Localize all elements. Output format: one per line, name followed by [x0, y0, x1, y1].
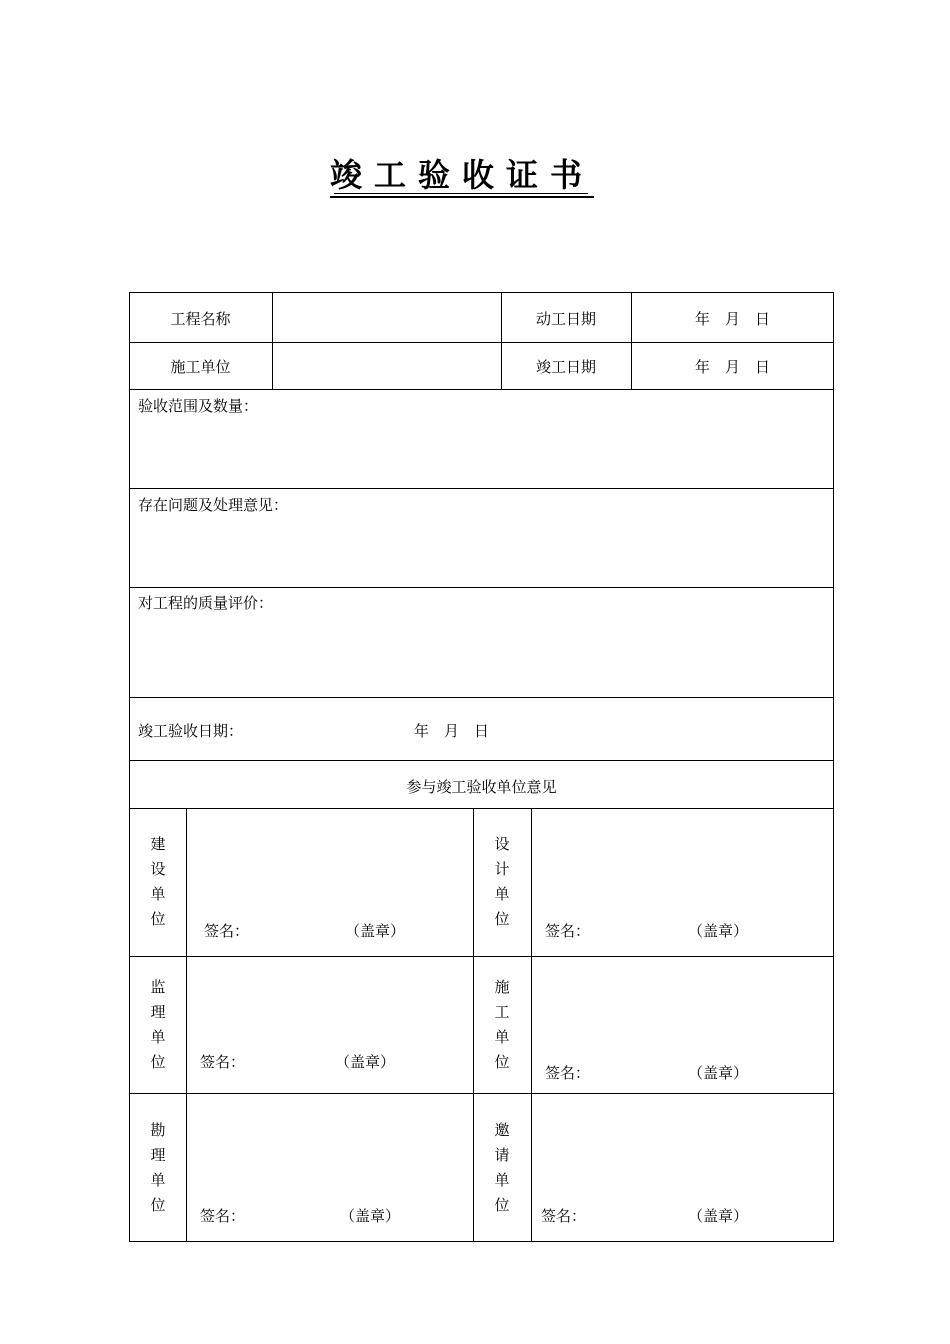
- design-party-label: 设 计 单 位: [494, 835, 510, 928]
- col-divider: [186, 808, 187, 1242]
- builder-party-label: 施 工 单 位: [494, 978, 510, 1071]
- project-name-label: 工程名称: [170, 310, 231, 328]
- row-divider: [129, 488, 834, 489]
- sign-label: 签名：: [545, 1064, 591, 1082]
- seal-label: （盖章）: [340, 1207, 401, 1225]
- sign-label: 签名：: [545, 922, 591, 940]
- row-divider: [129, 587, 834, 588]
- row-divider: [129, 1093, 834, 1094]
- completion-date-label: 竣工日期: [535, 358, 596, 376]
- sign-label: 签名：: [200, 1207, 246, 1225]
- seal-label: （盖章）: [688, 1207, 749, 1225]
- col-divider: [531, 808, 532, 1242]
- seal-label: （盖章）: [688, 1064, 749, 1082]
- opinions-header: 参与竣工验收单位意见: [406, 778, 557, 796]
- invited-party-label: 邀 请 单 位: [494, 1121, 510, 1214]
- acceptance-date-label: 竣工验收日期：: [138, 722, 244, 740]
- quality-label: 对工程的质量评价：: [138, 594, 274, 612]
- construction-unit-label: 施工单位: [170, 358, 231, 376]
- row-divider: [129, 956, 834, 957]
- seal-label: （盖章）: [688, 922, 749, 940]
- sign-label: 签名：: [541, 1207, 587, 1225]
- seal-label: （盖章）: [345, 922, 406, 940]
- start-date-label: 动工日期: [535, 310, 596, 328]
- start-date-value[interactable]: 年 月 日: [694, 310, 770, 328]
- project-name-field[interactable]: [273, 293, 501, 342]
- scope-label: 验收范围及数量：: [138, 397, 259, 415]
- acceptance-date-value[interactable]: 年 月 日: [414, 722, 490, 740]
- supervision-party-label: 监 理 单 位: [150, 978, 166, 1071]
- row-divider: [129, 760, 834, 761]
- construction-party-label: 建 设 单 位: [150, 835, 166, 928]
- construction-unit-field[interactable]: [273, 343, 501, 389]
- survey-party-label: 勘 理 单 位: [150, 1121, 166, 1214]
- completion-date-value[interactable]: 年 月 日: [694, 358, 770, 376]
- title-underline: [334, 193, 588, 194]
- row-divider: [129, 808, 834, 809]
- row-divider: [129, 697, 834, 698]
- col-divider: [473, 808, 474, 1242]
- page-title: 竣工验收证书: [0, 150, 924, 196]
- row-divider: [129, 389, 834, 390]
- certificate-table: [129, 292, 834, 1242]
- issues-label: 存在问题及处理意见：: [138, 496, 289, 514]
- seal-label: （盖章）: [335, 1053, 396, 1071]
- sign-label: 签名：: [200, 1053, 246, 1071]
- sign-label: 签名：: [204, 922, 250, 940]
